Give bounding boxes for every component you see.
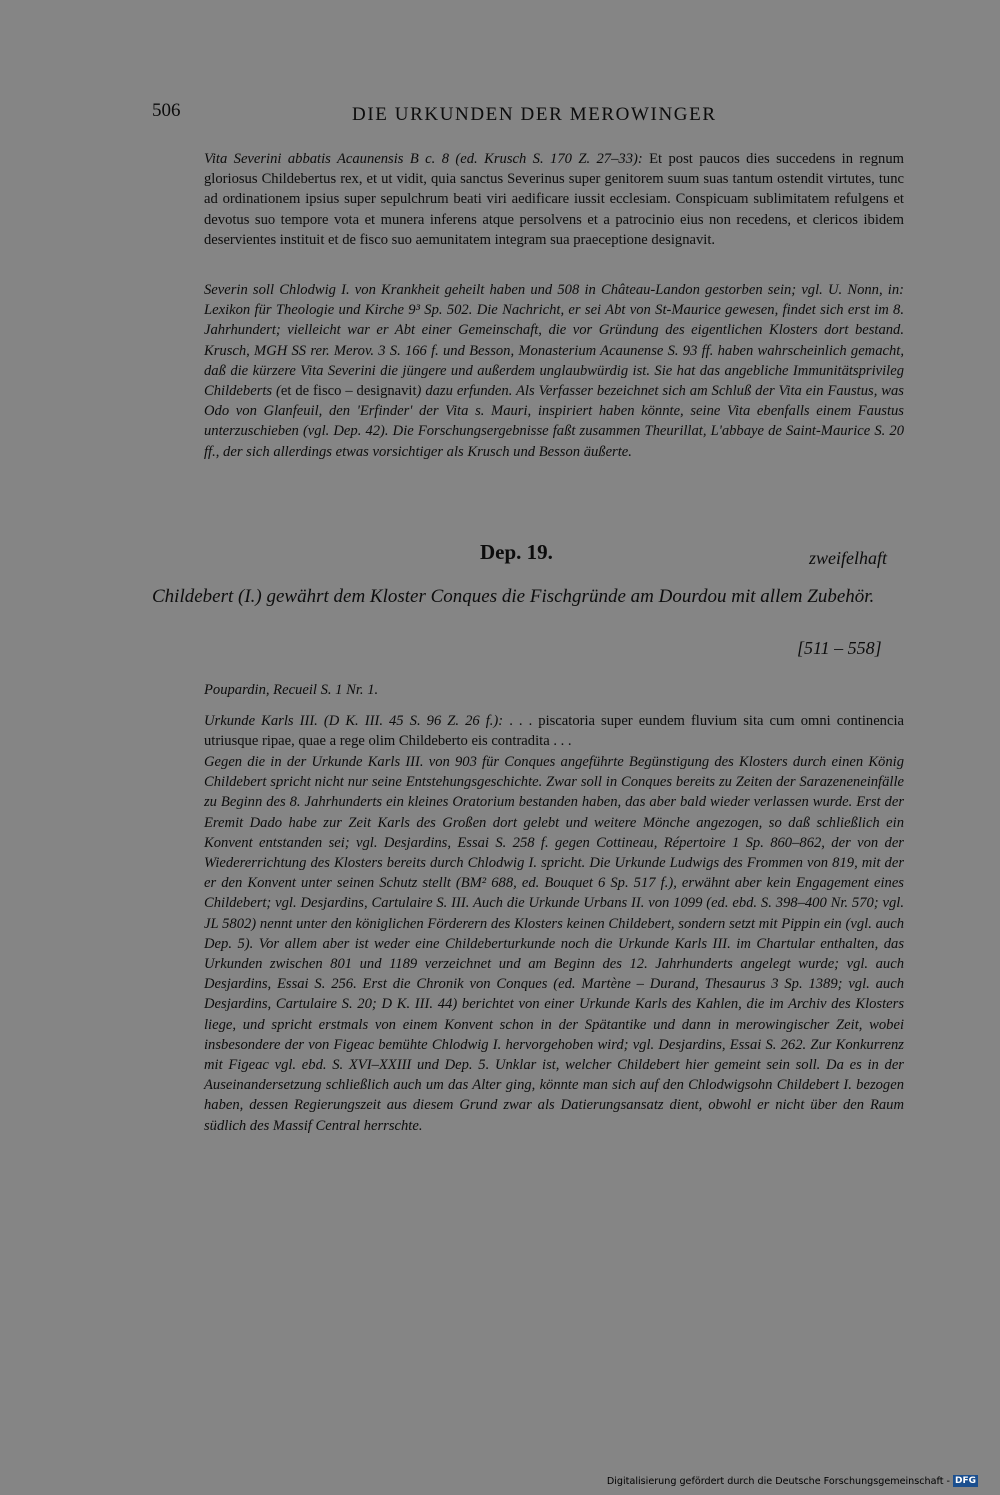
charter-quote [204,711,904,751]
deperditum-summary: Childebert (I.) gewährt dem Kloster Conques die Fischgründe am Dourdou mit allem Zubehör. [152,586,875,607]
deperditum-number: Dep. 19. [480,540,553,564]
commentary-severin-quoted: et de fisco – designavit [280,383,417,400]
page-number: 506 [152,100,181,121]
running-head: DIE URKUNDEN DER MEROWINGER [352,104,717,125]
commentary-conques: Gegen die in der Urkunde Karls III. von 903 für Conques angeführte Begünstigung des Klosters durch einen König Childebert spricht nicht nur seine Entstehungsgeschichte. Zwar soll in Conques bereits zu Zeiten der Sarazeneneinfälle zu Beginn des 8. Jahrhunderts ein kleines Oratorium bestanden haben, das aber bald wieder verlassen wurde. Erst der Eremit Dado habe zur Zeit Karls des Großen dort gelebt und weitere Mönche angezogen, so daß schließlich ein Konvent entstanden sei; vgl. Desjardins, Essai S. 258 f. gegen Cottineau, Répertoire 1 Sp. 860–862, der von der Wiedererrichtung des Klosters bereits durch Chlodwig I. spricht. Die Urkunde Ludwigs des Frommen von 819, mit der er den Konvent unter seinen Schutz stellt (BM² 688, ed. Bouquet 6 Sp. 517 f.), erwähnt aber kein Engagement eines Childebert; vgl. Desjardins, Cartulaire S. III. Auch die Urkunde Urbans II. von 1099 (ed. ebd. S. 398–400 Nr. 570; vgl. JL 5802) nennt unter den königlichen Förderern des Klosters keinen Childebert, sondern setzt mit Pippin ein (vgl. auch Dep. 5). Vor allem aber ist weder eine Childeberturkunde noch die Urkunde Karls III. im Chartular enthalten, das Urkunden zwischen 801 und 1189 verzeichnet und am Beginn des 12. Jahrhunderts angelegt wurde; vgl. auch Desjardins, Essai S. 256. Erst die Chronik von Conques (ed. Martène – Durand, Thesaurus 3 Sp. 1389; vgl. auch Desjardins, Cartulaire S. 20; D K. III. 44) berichtet von einer Urkunde Karls des Kahlen, die im Archiv des Klosters liege, und spricht erstmals von einem Konvent schon in der Spätantike und dann in merowingischer Zeit, wobei insbesondere der von Figeac bemühte Chlodwig I. hervorgehoben wird; vgl. Desjardins, Essai S. 262. Zur Konkurrenz mit Figeac vgl. ebd. S. XVI–XXIII und Dep. 5. Unklar ist, welcher Childebert hier gemeint sein soll. Da es in der Auseinandersetzung schließlich auch um das Alter ging, könnte man sich auf den Chlodwigsohn Childebert I. bezogen haben, dessen Regierungszeit aus diesem Grund zwar als Datierungsansatz dient, obwohl er nicht über den Raum südlich des Massif Central herrschte. [204,754,904,1134]
vita-quote-text: Et post paucos dies succedens in regnum gloriosus Childebertus rex, et ut vidit, quia sanctus Severinus super genitorem suum suas tantum ostendit virtutes, tunc ad ordinationem ipsius super sepulchrum beati viri aedificare iussit ecclesiam. Conspicuam sublimitatem refulgens et devotus suo tempore vota et munera inferens atque persolvens et a patrocinio eius non recedens, et clericos ibidem deservientes instituit et de fisco suo aemunitatem integram sua praeceptione designavit. [204,151,904,248]
deperditum-date: [511 – 558] [797,638,882,658]
deperditum-status: zweifelhaft [809,548,887,568]
commentary-severin [204,280,904,462]
edition-reference: Poupardin, Recueil S. 1 Nr. 1. [204,682,379,698]
charter-quote-text: . . . piscatoria super eundem fluvium sita cum omni continencia utriusque ripae, quae a rege olim Childeberto eis contradita . . . [204,713,904,750]
footer-credit [607,1475,978,1487]
vita-quote-source: Vita Severini abbatis Acaunensis B c. 8 (ed. Krusch S. 170 Z. 27–33): [204,151,643,167]
dfg-logo: DFG [954,1476,976,1486]
vita-quote [204,149,904,250]
commentary-severin-part1: Severin soll Chlodwig I. von Krankheit geheilt haben und 508 in Château-Landon gestorben sein; vgl. U. Nonn, in: Lexikon für Theologie und Kirche 9³ Sp. 502. Die Nachricht, er sei Abt von St-Maurice gewesen, findet sich erst im 8. Jahrhundert; vielleicht war er Abt einer Gemeinschaft, die vor Gründung des eigentlichen Klosters dort bestand. Krusch, MGH SS rer. Merov. 3 S. 166 f. und Besson, Monasterium Acaunense S. 93 ff. haben wahrscheinlich gemacht, daß die kürzere Vita Severini die jüngere und außerdem unglaubwürdig ist. Sie hat das angebliche Immunitätsprivileg Childeberts ( [204,282,904,400]
charter-quote-source: Urkunde Karls III. (D K. III. 45 S. 96 Z. 26 f.): [204,713,504,729]
commentary-severin-part2: ) dazu erfunden. Als Verfasser bezeichnet sich am Schluß der Vita ein Faustus, was Odo von Glanfeuil, den 'Erfinder' der Vita s. Mauri, inspiriert haben könnte, seine Vita ebenfalls einem Faustus unterzuschieben (vgl. Dep. 42). Die Forschungsergebnisse faßt zusammen Theurillat, L'abbaye de Saint-Maurice S. 20 ff., der sich allerdings etwas vorsichtiger als Krusch und Besson äußerte. [204,383,904,460]
footer-text: Digitalisierung gefördert durch die Deutsche Forschungsgemeinschaft - [606,1475,950,1487]
